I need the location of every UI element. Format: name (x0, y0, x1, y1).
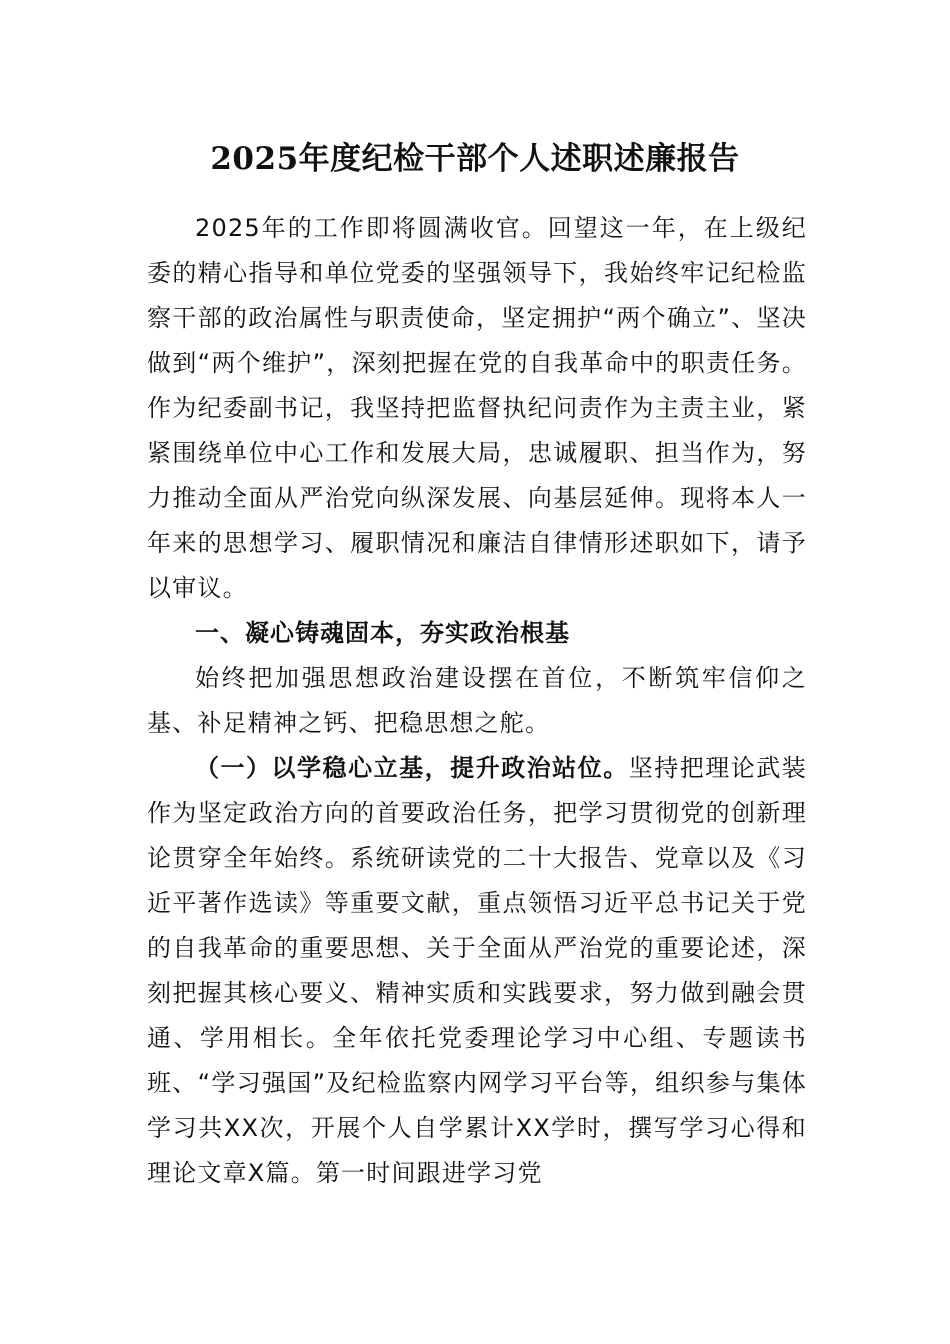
intro-paragraph: 2025年的工作即将圆满收官。回望这一年，在上级纪委的精心指导和单位党委的坚强领导下，我始终牢记纪检监察干部的政治属性与职责使命，坚定拥护“两个确立”、坚决做到“两个维护”，深刻把握在党的自我革命中的职责任务。作为纪委副书记，我坚持把监督执纪问责作为主责主业，紧紧围绕单位中心工作和发展大局，忠诚履职、担当作为，努力推动全面从严治党向纵深发展、向基层延伸。现将本人一年来的思想学习、履职情况和廉洁自律情形述职如下，请予以审议。 (147, 214, 807, 602)
section-heading: 一、凝心铸魂固本，夯实政治根基 (195, 619, 570, 647)
subsection-paragraph (147, 746, 807, 1196)
document-title: 2025年度纪检干部个人述职述廉报告 (210, 140, 740, 177)
subsection-text: 坚持把理论武装作为坚定政治方向的首要政治任务，把学习贯彻党的创新理论贯穿全年始终。系统研读党的二十大报告、党章以及《习近平著作选读》等重要文献，重点领悟习近平总书记关于党的自我革命的重要思想、关于全面从严治党的重要论述，深刻把握其核心要义、精神实质和实践要求，努力做到融会贯通、学用相长。全年依托党委理论学习中心组、专题读书班、“学习强国”及纪检监察内网学习平台等，组织参与集体学习共XX次，开展个人自学累计XX学时，撰写学习心得和理论文章X篇。第一时间跟进学习党 (147, 754, 807, 1187)
document-body (147, 206, 807, 1196)
section-summary-paragraph: 始终把加强思想政治建设摆在首位，不断筑牢信仰之基、补足精神之钙、把稳思想之舵。 (147, 664, 807, 737)
subsection-lead: （一）以学稳心立基，提升政治站位。 (195, 754, 629, 782)
